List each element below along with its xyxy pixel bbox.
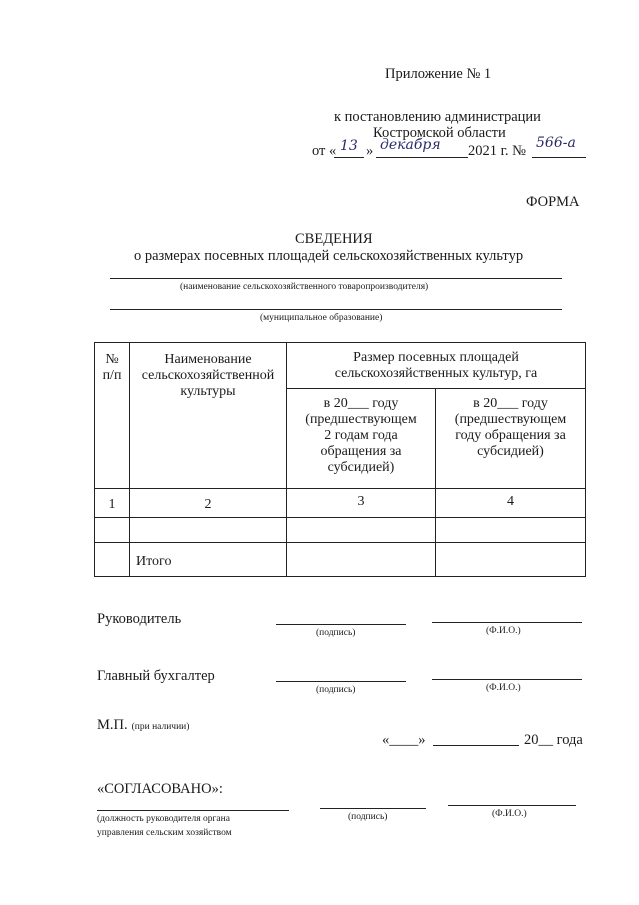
seal-label: М.П. (97, 717, 128, 733)
total-label: Итого (136, 554, 172, 569)
producer-caption: (наименование сельскохозяйственного товаропроизводителя) (180, 282, 429, 292)
col-name-header: Наименование сельскохозяйственной культуры (141, 352, 275, 399)
seal-note: (при наличии) (131, 722, 190, 732)
position-caption-2: управления сельским хозяйством (97, 828, 232, 838)
head-label: Руководитель (97, 611, 182, 627)
accountant-label: Главный бухгалтер (97, 668, 215, 684)
col-size-header: Размер посевных площадей сельскохозяйственных культур, га (334, 350, 538, 381)
doc-number-handwritten: 566-а (536, 135, 576, 151)
table-cell[interactable] (435, 542, 586, 577)
date-prefix: от « (312, 143, 337, 159)
approved-label: «СОГЛАСОВАНО»: (97, 781, 223, 797)
table-cell[interactable] (129, 517, 287, 543)
doc-subtitle: о размерах посевных площадей сельскохозяйственных культур (134, 248, 524, 264)
producer-name-line[interactable] (110, 278, 562, 279)
municipality-caption: (муниципальное образование) (260, 313, 383, 323)
table-cell[interactable] (94, 517, 130, 543)
col-number-1: 1 (108, 497, 116, 512)
region-line: Костромской области (373, 125, 506, 141)
date-month-handwritten: декабря (380, 137, 441, 153)
form-label: ФОРМА (526, 194, 580, 210)
table-cell[interactable] (286, 542, 436, 577)
approver-fio-line[interactable] (448, 805, 576, 806)
date-day-handwritten: 13 (340, 138, 358, 154)
table-cell (94, 542, 130, 577)
approver-position-line[interactable] (97, 810, 289, 811)
table-cell[interactable] (435, 517, 586, 543)
crop-area-table (94, 342, 586, 577)
col-number-4: 4 (507, 494, 514, 509)
date-year: 2021 г. № (468, 143, 527, 159)
municipality-line[interactable] (110, 309, 562, 310)
col-year2-header: в 20___ году (предшествующем 2 годам года обращения за субсидией) (305, 396, 417, 475)
col-year1-header: в 20___ году (предшествующем году обращения за субсидией) (454, 396, 567, 459)
col-num-header: № п/п (102, 352, 122, 383)
sign-date-year: 20__ года (524, 732, 583, 748)
head-fio-line[interactable] (432, 622, 582, 623)
col-number-2: 2 (204, 497, 212, 512)
position-caption-1: (должность руководителя органа (97, 814, 230, 824)
accountant-fio-line[interactable] (432, 679, 582, 680)
table-cell[interactable] (286, 517, 436, 543)
doc-title: СВЕДЕНИЯ (295, 231, 373, 247)
approver-signature-line[interactable] (320, 808, 426, 809)
sign-date-month-line[interactable] (433, 745, 519, 746)
accountant-fio-caption: (Ф.И.О.) (486, 683, 521, 693)
accountant-sign-caption: (подпись) (316, 685, 356, 695)
approver-fio-caption: (Ф.И.О.) (492, 809, 527, 819)
resolution-line: к постановлению администрации (334, 109, 541, 125)
accountant-signature-line[interactable] (276, 681, 406, 682)
head-signature-line[interactable] (276, 624, 406, 625)
approver-sign-caption: (подпись) (348, 812, 388, 822)
head-sign-caption: (подпись) (316, 628, 356, 638)
head-fio-caption: (Ф.И.О.) (486, 626, 521, 636)
seal-block (97, 716, 189, 734)
appendix-number: Приложение № 1 (385, 66, 492, 82)
date-mid: » (366, 143, 374, 159)
sign-date-day[interactable]: «____» (382, 732, 426, 748)
col-number-3: 3 (357, 494, 365, 509)
